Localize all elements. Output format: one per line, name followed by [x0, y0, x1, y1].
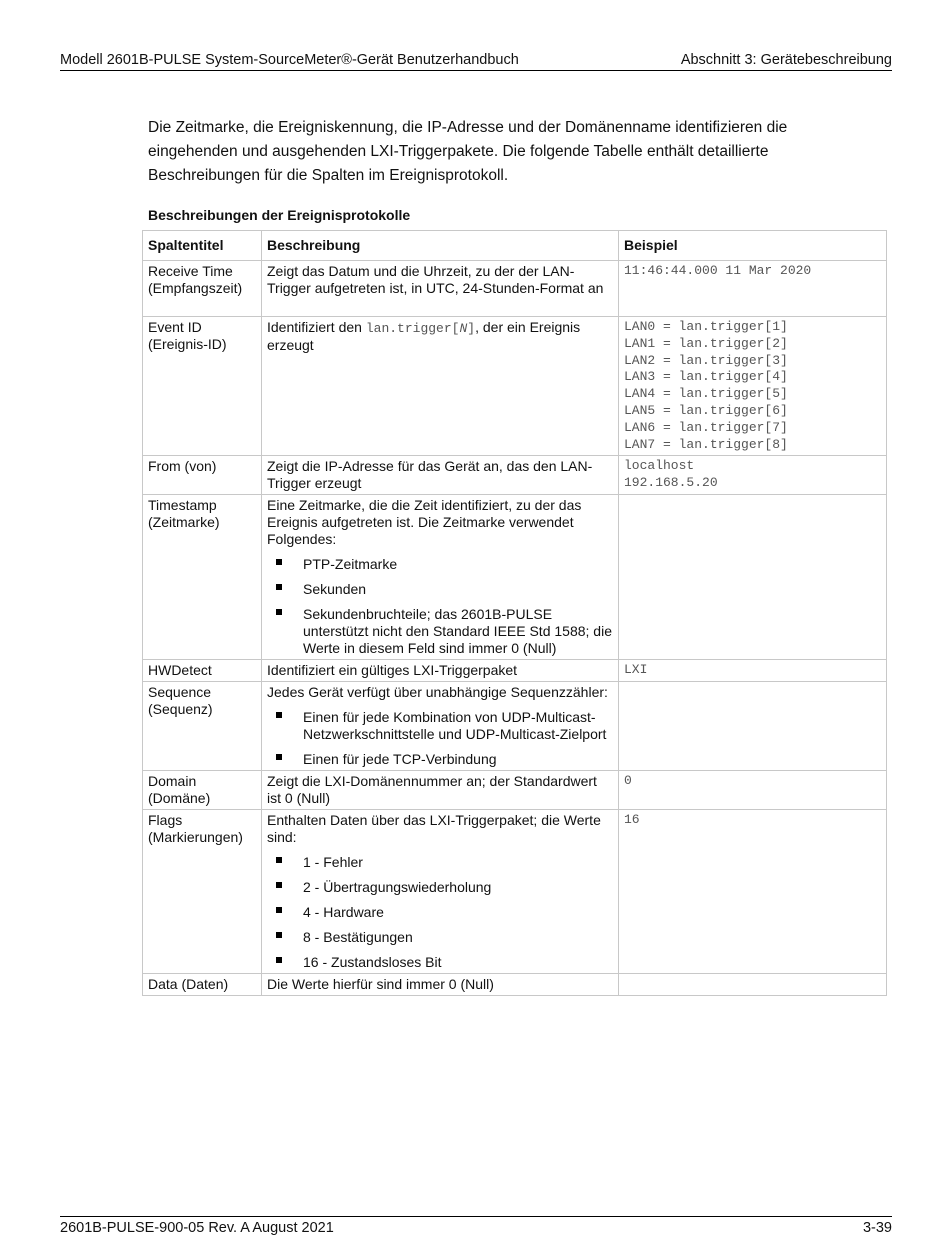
table-row [143, 974, 887, 996]
example-line: LAN1 = lan.trigger[2] [624, 335, 788, 351]
row-title: Flags (Markierungen) [143, 810, 262, 974]
description-text: Enthalten Daten über das LXI-Triggerpaket; die Werte sind: [267, 812, 601, 846]
row-description [262, 495, 619, 660]
bullet-list [267, 709, 613, 768]
intro-paragraph [148, 116, 848, 188]
list-item: 16 - Zustandsloses Bit [267, 954, 613, 971]
example-line: LXI [624, 662, 648, 678]
row-description: Zeigt das Datum und die Uhrzeit, zu der der LAN-Trigger aufgetreten ist, in UTC, 24-Stunden-Format an [262, 261, 619, 317]
table-row [143, 682, 887, 771]
row-title: From (von) [143, 456, 262, 495]
page-header [60, 52, 892, 71]
row-example [619, 974, 887, 996]
code-variable: N [459, 321, 468, 336]
list-item: 1 - Fehler [267, 854, 613, 871]
code-text-end: ] [467, 321, 476, 336]
row-example [619, 456, 887, 495]
event-log-table [142, 230, 887, 996]
row-title: Data (Daten) [143, 974, 262, 996]
header-section-title: Abschnitt 3: Gerätebeschreibung [680, 52, 892, 68]
row-title: Event ID (Ereignis-ID) [143, 317, 262, 456]
row-description: Zeigt die IP-Adresse für das Gerät an, das den LAN-Trigger erzeugt [262, 456, 619, 495]
code-text: lan.trigger[ [365, 321, 460, 336]
list-item: Sekunden [267, 581, 613, 598]
table-row [143, 660, 887, 682]
example-line: LAN4 = lan.trigger[5] [624, 386, 788, 402]
description-text: Identifiziert den [267, 319, 366, 335]
row-title: Timestamp (Zeitmarke) [143, 495, 262, 660]
example-line: LAN2 = lan.trigger[3] [624, 352, 788, 368]
row-example [619, 317, 887, 456]
table-header-row [143, 231, 887, 261]
row-example [619, 261, 887, 317]
row-description [262, 317, 619, 456]
list-item: 8 - Bestätigungen [267, 929, 613, 946]
intro-text: Die Zeitmarke, die Ereigniskennung, die IP-Adresse und der Domänenname identifizieren die eingehenden und ausgehenden LXI-Triggerpakete. Die folgende Tabelle enthält detaillierte Beschreibungen für die Spalten im Ereignisprotokoll. [148, 119, 788, 184]
list-item: 2 - Übertragungswiederholung [267, 879, 613, 896]
table-row [143, 261, 887, 317]
list-item: Einen für jede TCP-Verbindung [267, 751, 613, 768]
table-row [143, 317, 887, 456]
table-row [143, 771, 887, 810]
example-line: LAN6 = lan.trigger[7] [624, 419, 788, 435]
row-title: Sequence (Sequenz) [143, 682, 262, 771]
row-title: HWDetect [143, 660, 262, 682]
row-example [619, 495, 887, 660]
page-footer [60, 1216, 892, 1237]
example-line: 0 [624, 773, 632, 789]
code-lan-trigger [366, 321, 475, 336]
table-caption: Beschreibungen der Ereignisprotokolle [148, 207, 411, 223]
footer-document-number: 2601B-PULSE-900-05 Rev. A August 2021 [60, 1220, 334, 1236]
column-header-description: Beschreibung [262, 231, 619, 261]
list-item: Sekundenbruchteile; das 2601B-PULSE unterstützt nicht den Standard IEEE Std 1588; die Werte in diesem Feld sind immer 0 (Null) [267, 606, 613, 657]
table-row [143, 810, 887, 974]
header-document-title: Modell 2601B-PULSE System-SourceMeter®-Gerät Benutzerhandbuch [60, 52, 519, 68]
row-title: Domain (Domäne) [143, 771, 262, 810]
list-item: 4 - Hardware [267, 904, 613, 921]
bullet-list [267, 556, 613, 657]
row-description [262, 682, 619, 771]
column-header-example: Beispiel [619, 231, 887, 261]
example-line: localhost [624, 458, 695, 474]
column-header-title: Spaltentitel [143, 231, 262, 261]
row-description [262, 810, 619, 974]
table-row [143, 495, 887, 660]
row-example [619, 660, 887, 682]
description-text-end: , der ein Ereignis erzeugt [267, 319, 581, 353]
page-number: 3-39 [862, 1220, 892, 1236]
row-title: Receive Time (Empfangszeit) [143, 261, 262, 317]
example-line: LAN5 = lan.trigger[6] [624, 402, 788, 418]
row-description: Die Werte hierfür sind immer 0 (Null) [262, 974, 619, 996]
example-line: LAN3 = lan.trigger[4] [624, 369, 788, 385]
table-row [143, 456, 887, 495]
row-description: Identifiziert ein gültiges LXI-Triggerpaket [262, 660, 619, 682]
bullet-list [267, 854, 613, 971]
row-example [619, 682, 887, 771]
description-text: Jedes Gerät verfügt über unabhängige Sequenzzähler: [267, 684, 608, 701]
example-line: 192.168.5.20 [624, 475, 718, 491]
list-item: PTP-Zeitmarke [267, 556, 613, 573]
row-example [619, 771, 887, 810]
row-example [619, 810, 887, 974]
example-line: 11:46:44.000 11 Mar 2020 [624, 263, 812, 278]
example-line: 16 [624, 812, 640, 828]
list-item: Einen für jede Kombination von UDP-Multicast-Netzwerkschnittstelle und UDP-Multicast-Zielport [267, 709, 613, 743]
description-text: Eine Zeitmarke, die die Zeit identifiziert, zu der das Ereignis aufgetreten ist. Die Zeitmarke verwendet Folgendes: [267, 497, 582, 548]
example-line: LAN0 = lan.trigger[1] [624, 319, 788, 334]
example-line: LAN7 = lan.trigger[8] [624, 436, 788, 452]
row-description: Zeigt die LXI-Domänennummer an; der Standardwert ist 0 (Null) [262, 771, 619, 810]
